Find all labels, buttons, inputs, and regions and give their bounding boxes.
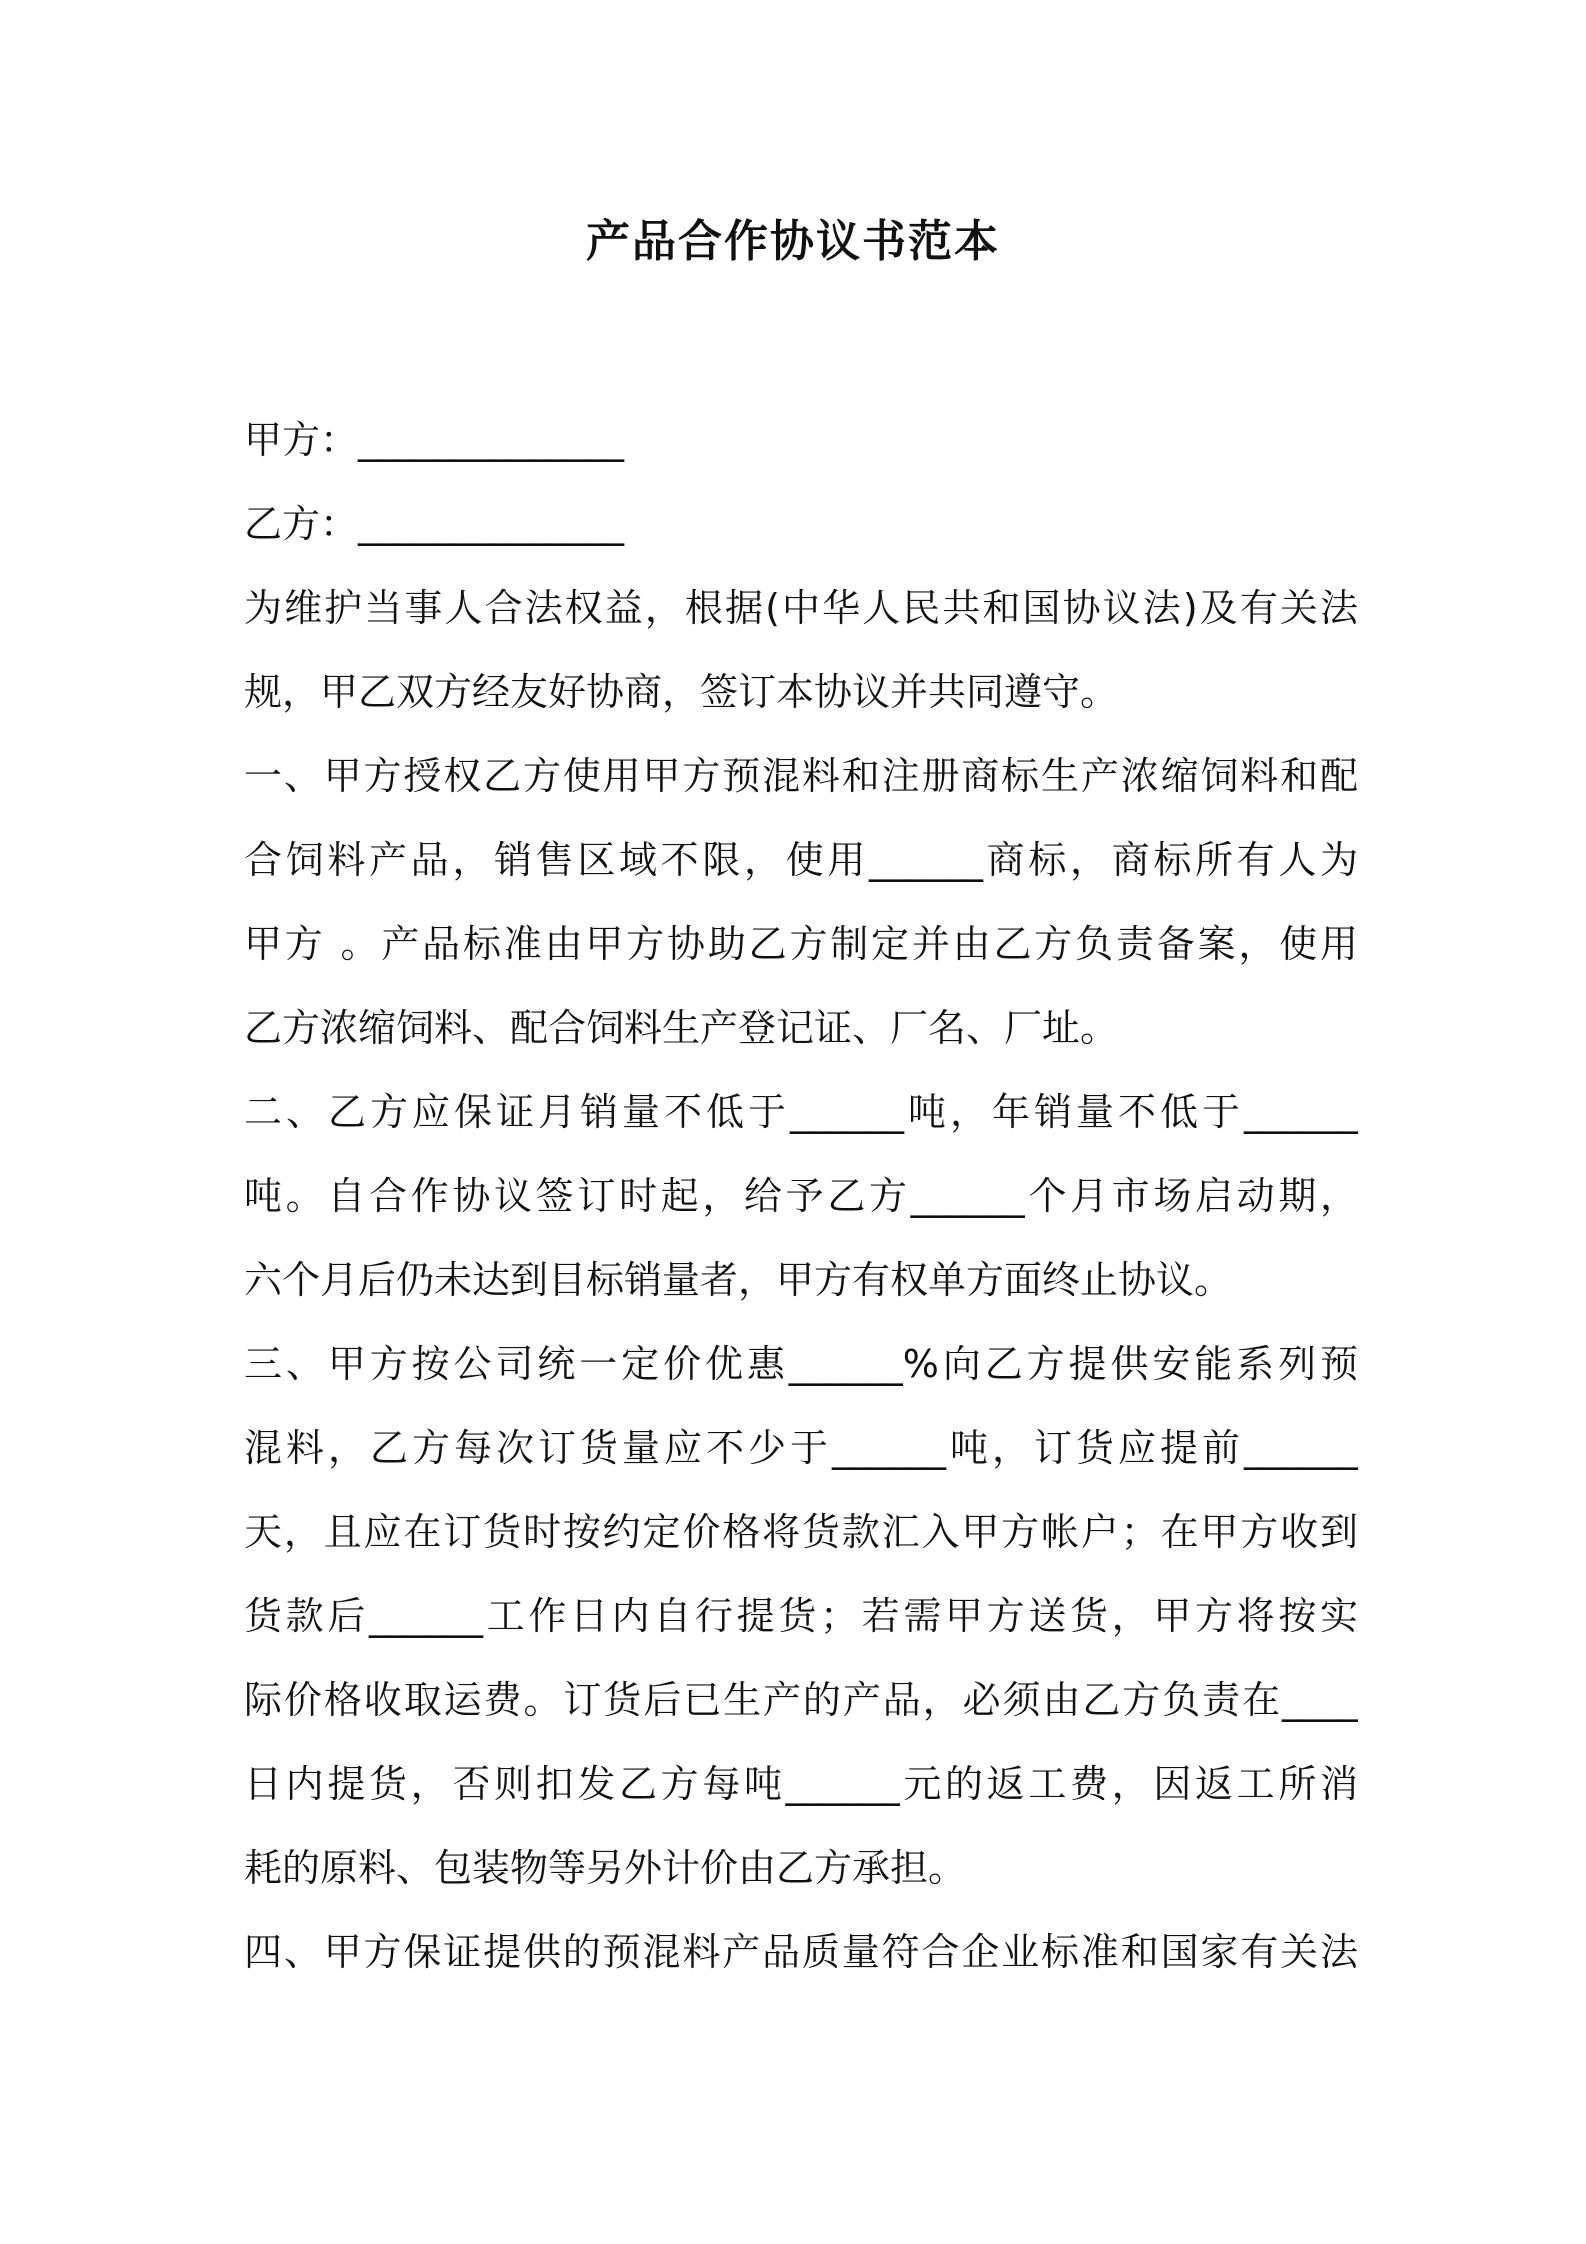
- body-line: 二、乙方应保证月销量不低于______吨，年销量不低于______: [244, 1090, 1358, 1134]
- body-line: 甲方 。产品标准由甲方协助乙方制定并由乙方负责备案，使用: [244, 922, 1358, 966]
- body-line: 货款后______工作日内自行提货；若需甲方送货，甲方将按实: [244, 1594, 1358, 1638]
- body-line: 一、甲方授权乙方使用甲方预混料和注册商标生产浓缩饲料和配: [244, 754, 1358, 798]
- body-line: 为维护当事人合法权益，根据(中华人民共和国协议法)及有关法: [244, 586, 1358, 630]
- party-a-line: 甲方：______________: [244, 418, 625, 462]
- body-line: 规，甲乙双方经友好协商，签订本协议并共同遵守。: [244, 670, 1119, 714]
- body-line: 耗的原料、包装物等另外计价由乙方承担。: [244, 1846, 967, 1890]
- body-line: 混料，乙方每次订货量应不少于______吨，订货应提前______: [244, 1426, 1358, 1470]
- body-line: 四、甲方保证提供的预混料产品质量符合企业标准和国家有关法: [244, 1930, 1358, 1974]
- body-line: 乙方浓缩饲料、配合饲料生产登记证、厂名、厂址。: [244, 1006, 1119, 1050]
- body-line: 六个月后仍未达到目标销量者，甲方有权单方面终止协议。: [244, 1258, 1233, 1302]
- document-title: 产品合作协议书范本: [586, 216, 1000, 267]
- body-line: 吨。自合作协议签订时起，给予乙方______个月市场启动期，: [244, 1174, 1358, 1218]
- contract-body: [244, 566, 1358, 1994]
- body-line: 天，且应在订货时按约定价格将货款汇入甲方帐户；在甲方收到: [244, 1510, 1358, 1554]
- body-line: 际价格收取运费。订货后已生产的产品，必须由乙方负责在____: [244, 1678, 1358, 1722]
- body-line: 日内提货，否则扣发乙方每吨______元的返工费，因返工所消: [244, 1762, 1358, 1806]
- body-line: 三、甲方按公司统一定价优惠______%向乙方提供安能系列预: [244, 1342, 1358, 1386]
- parties-block: [244, 398, 1358, 566]
- body-line: 合饲料产品，销售区域不限，使用______商标，商标所有人为: [244, 838, 1358, 882]
- party-b-line: 乙方：______________: [244, 502, 625, 546]
